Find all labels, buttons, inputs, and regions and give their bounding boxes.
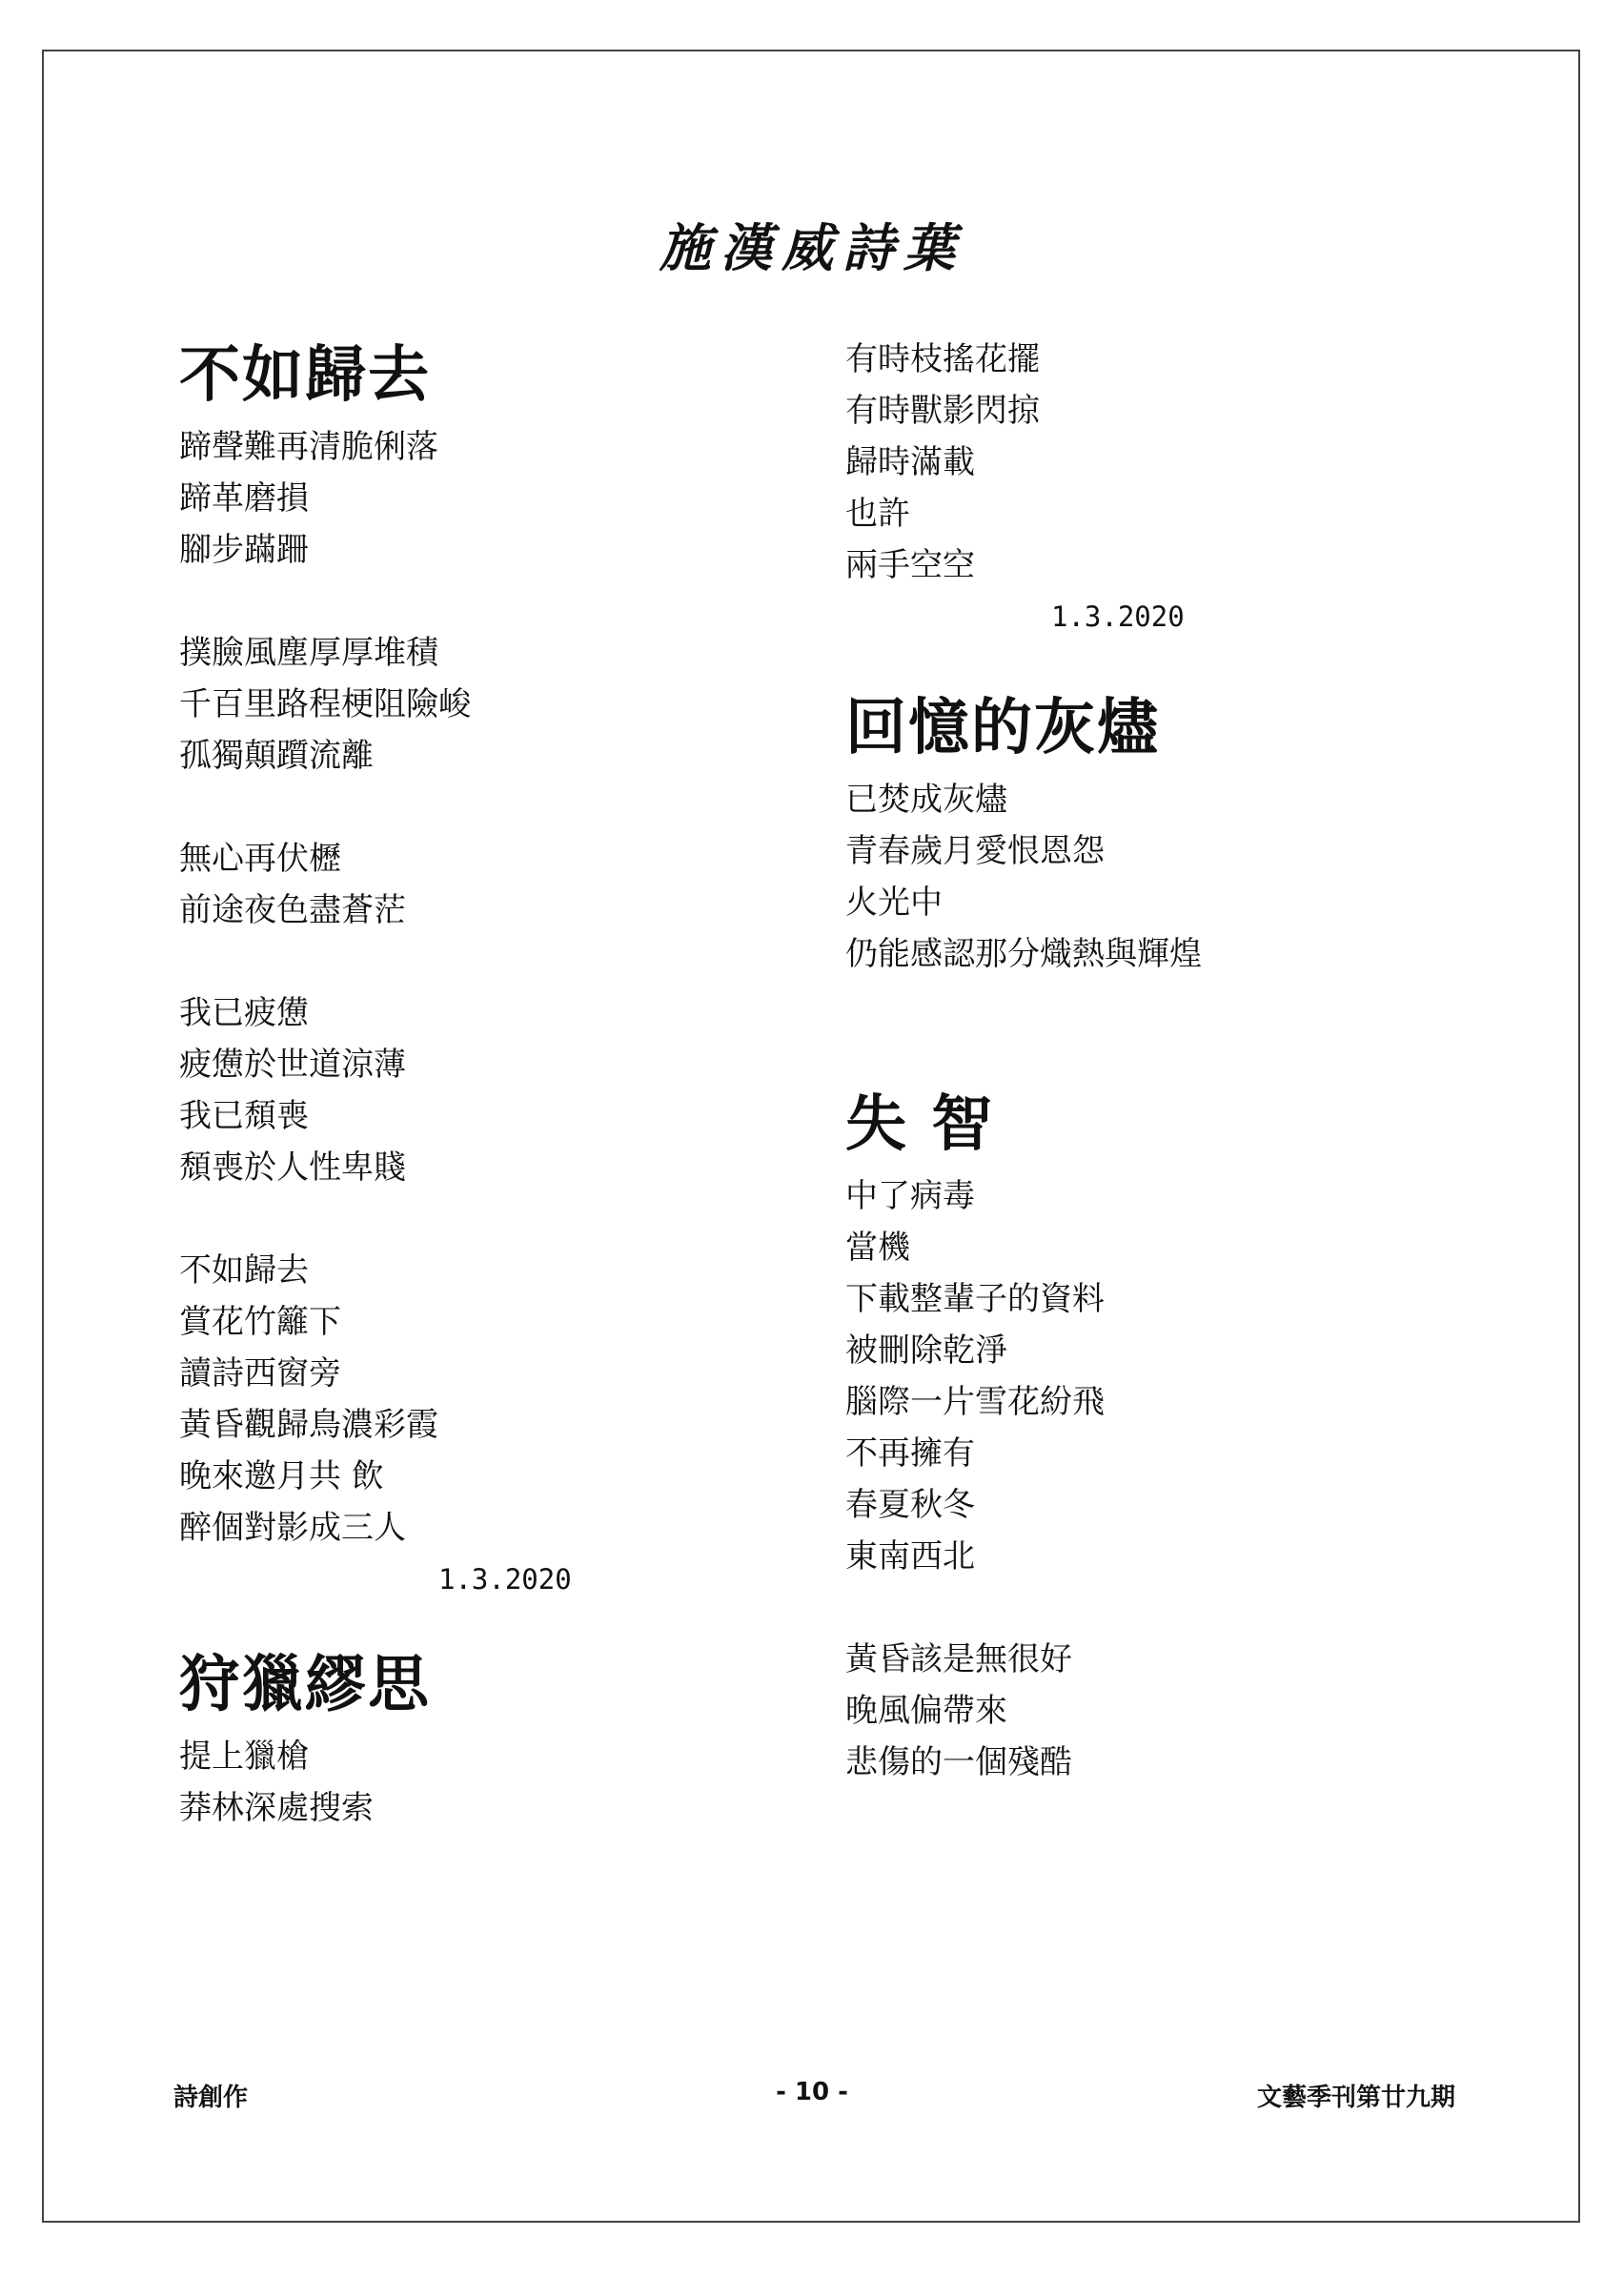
- poem-line: 疲憊於世道涼薄: [179, 1046, 406, 1084]
- poem-line: 有時枝搖花擺: [845, 340, 1040, 378]
- stanza-break: [179, 936, 789, 987]
- poem-line: 前途夜色盡蒼茫: [179, 891, 406, 929]
- poem-line: 黃昏該是無很好: [845, 1640, 1072, 1678]
- stanza-break: [179, 576, 789, 627]
- poem-line: 兩手空空: [845, 546, 975, 584]
- poem-line: 醉個對影成三人: [179, 1509, 406, 1547]
- poem-line: 中了病毒: [845, 1177, 975, 1215]
- poem-line: 有時獸影閃掠: [845, 392, 1040, 430]
- poem-title: 不如歸去: [179, 339, 431, 411]
- poem-line: 蹄革磨損: [179, 479, 309, 518]
- poem-line: 青春歲月愛恨恩怨: [845, 832, 1105, 870]
- poem-line: 晚來邀月共 飲: [179, 1457, 384, 1495]
- poem-line: 已焚成灰燼: [845, 781, 1007, 819]
- poem-line: 春夏秋冬: [845, 1486, 975, 1524]
- poem-line: 不再擁有: [845, 1434, 975, 1473]
- poem-line: 黃昏觀歸鳥濃彩霞: [179, 1406, 438, 1444]
- stanza-break: [179, 1193, 789, 1245]
- poem-date: 1.3.2020: [438, 1563, 572, 1596]
- poem-line: 讀詩西窗旁: [179, 1354, 341, 1393]
- poem-line: 腦際一片雪花紛飛: [845, 1383, 1105, 1421]
- poem-line: 我已頹喪: [179, 1097, 309, 1135]
- page-title: 施漢威詩葉: [660, 217, 964, 278]
- poem-line: 當機: [845, 1229, 910, 1267]
- stanza-break: [179, 782, 789, 833]
- poem-line: 蹄聲難再清脆俐落: [179, 428, 438, 466]
- poem-line: 也許: [845, 495, 910, 533]
- poem-date: 1.3.2020: [1051, 600, 1185, 633]
- poem-line: 火光中: [845, 884, 943, 922]
- poem-line: 提上獵槍: [179, 1738, 309, 1776]
- poem-title: 回憶的灰燼: [845, 692, 1160, 763]
- poem-line: 被刪除乾淨: [845, 1332, 1007, 1370]
- poem-line: 歸時滿載: [845, 443, 975, 481]
- poem-line: 千百里路程梗阻險峻: [179, 685, 471, 723]
- poem-line: 孤獨顛躓流離: [179, 737, 374, 775]
- poem-line: 賞花竹籬下: [179, 1303, 341, 1341]
- poem-line: 腳步蹣跚: [179, 531, 309, 569]
- poem-line: 無心再伏櫪: [179, 840, 341, 878]
- poem-title: 狩獵繆思: [179, 1649, 431, 1720]
- stanza-break: [845, 1582, 1455, 1634]
- poem-title: 失 智: [845, 1088, 995, 1160]
- left-column: [179, 332, 789, 1834]
- poem-line: 頹喪於人性卑賤: [179, 1149, 406, 1187]
- poem-line: 我已疲憊: [179, 994, 309, 1032]
- footer-section-label: 詩創作: [173, 2084, 249, 2112]
- poem-line: 莽林深處搜索: [179, 1789, 374, 1827]
- poem-line: 仍能感認那分熾熱與輝煌: [845, 935, 1202, 973]
- footer-page-number: - 10 -: [776, 2078, 848, 2106]
- poem-line: 東南西北: [845, 1537, 975, 1576]
- poem-line: 悲傷的一個殘酷: [845, 1743, 1072, 1781]
- poem-line: 晚風偏帶來: [845, 1692, 1007, 1730]
- poem-line: 撲臉風塵厚厚堆積: [179, 634, 438, 672]
- poem-line: 不如歸去: [179, 1251, 309, 1290]
- right-column: [845, 334, 1455, 1788]
- poem-line: 下載整輩子的資料: [845, 1280, 1105, 1318]
- footer-publication: 文藝季刊第廿九期: [1256, 2084, 1455, 2112]
